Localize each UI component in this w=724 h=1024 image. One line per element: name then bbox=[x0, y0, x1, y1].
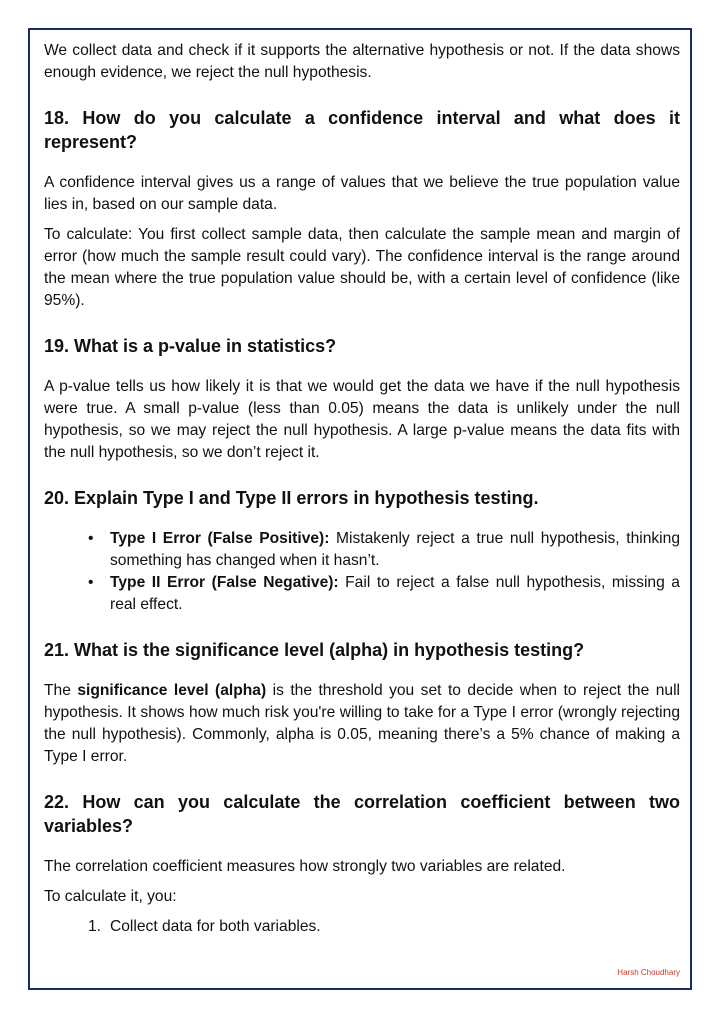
list-item-text: Fail to reject a false null hypothesis, missing a real effect. bbox=[110, 574, 680, 613]
document-body bbox=[44, 40, 680, 938]
list-item bbox=[88, 572, 680, 616]
question-20-heading: 20. Explain Type I and Type II errors in hypothesis testing. bbox=[44, 488, 539, 508]
question-22-heading: 22. How can you calculate the correlation coefficient between two variables? bbox=[44, 792, 680, 836]
steps-list bbox=[44, 916, 680, 938]
list-item-term: Type II Error (False Negative): bbox=[110, 574, 339, 591]
question-21-paragraph-1 bbox=[44, 680, 680, 768]
question-21-heading: 21. What is the significance level (alpha) in hypothesis testing? bbox=[44, 640, 585, 660]
paragraph-text: is the threshold you set to decide when to reject the null hypothesis. It shows how much risk you're willing to take for a Type I error (wrongly rejecting the null hypothesis). Commonly, alpha is 0.05, meaning there’s a 5% chance of making a Type I error. bbox=[44, 682, 681, 765]
error-types-list bbox=[44, 528, 680, 616]
intro-paragraph: We collect data and check if it supports the alternative hypothesis or not. If the data shows enough evidence, we reject the null hypothesis. bbox=[44, 42, 680, 81]
question-19-heading: 19. What is a p-value in statistics? bbox=[44, 336, 337, 356]
question-18-heading: 18. How do you calculate a confidence interval and what does it represent? bbox=[44, 108, 680, 152]
list-item bbox=[88, 916, 680, 938]
question-22-paragraph-1: The correlation coefficient measures how strongly two variables are related. bbox=[44, 858, 566, 875]
question-19-paragraph-1: A p-value tells us how likely it is that we would get the data we have if the null hypothesis were true. A small p-value (less than 0.05) means the data is unlikely under the null hypothesis, so we may reject the null hypothesis. A large p-value means the data fits with the null hypothesis, so we don’t reject it. bbox=[44, 378, 680, 461]
question-22-paragraph-2: To calculate it, you: bbox=[44, 888, 177, 905]
footer-author: Harsh Choudhary bbox=[617, 968, 680, 977]
list-item-text: Collect data for both variables. bbox=[110, 918, 321, 935]
question-18-paragraph-2: To calculate: You first collect sample data, then calculate the sample mean and margin of error (how much the sample result could vary). The confidence interval is the range around the mean where the true population value should be, with a certain level of confidence (like 95%). bbox=[44, 226, 680, 309]
bullet-icon: • bbox=[88, 574, 94, 591]
question-18-paragraph-1: A confidence interval gives us a range of values that we believe the true population value lies in, based on our sample data. bbox=[44, 174, 680, 213]
list-item bbox=[88, 528, 680, 572]
list-number: 1. bbox=[88, 918, 102, 935]
bullet-icon: • bbox=[88, 530, 94, 547]
list-item-term: Type I Error (False Positive): bbox=[110, 530, 330, 547]
list-item-text: Mistakenly reject a true null hypothesis, thinking something has changed when it hasn’t. bbox=[110, 530, 680, 569]
paragraph-bold-term: significance level (alpha) bbox=[77, 682, 267, 699]
paragraph-text: The bbox=[44, 682, 78, 699]
